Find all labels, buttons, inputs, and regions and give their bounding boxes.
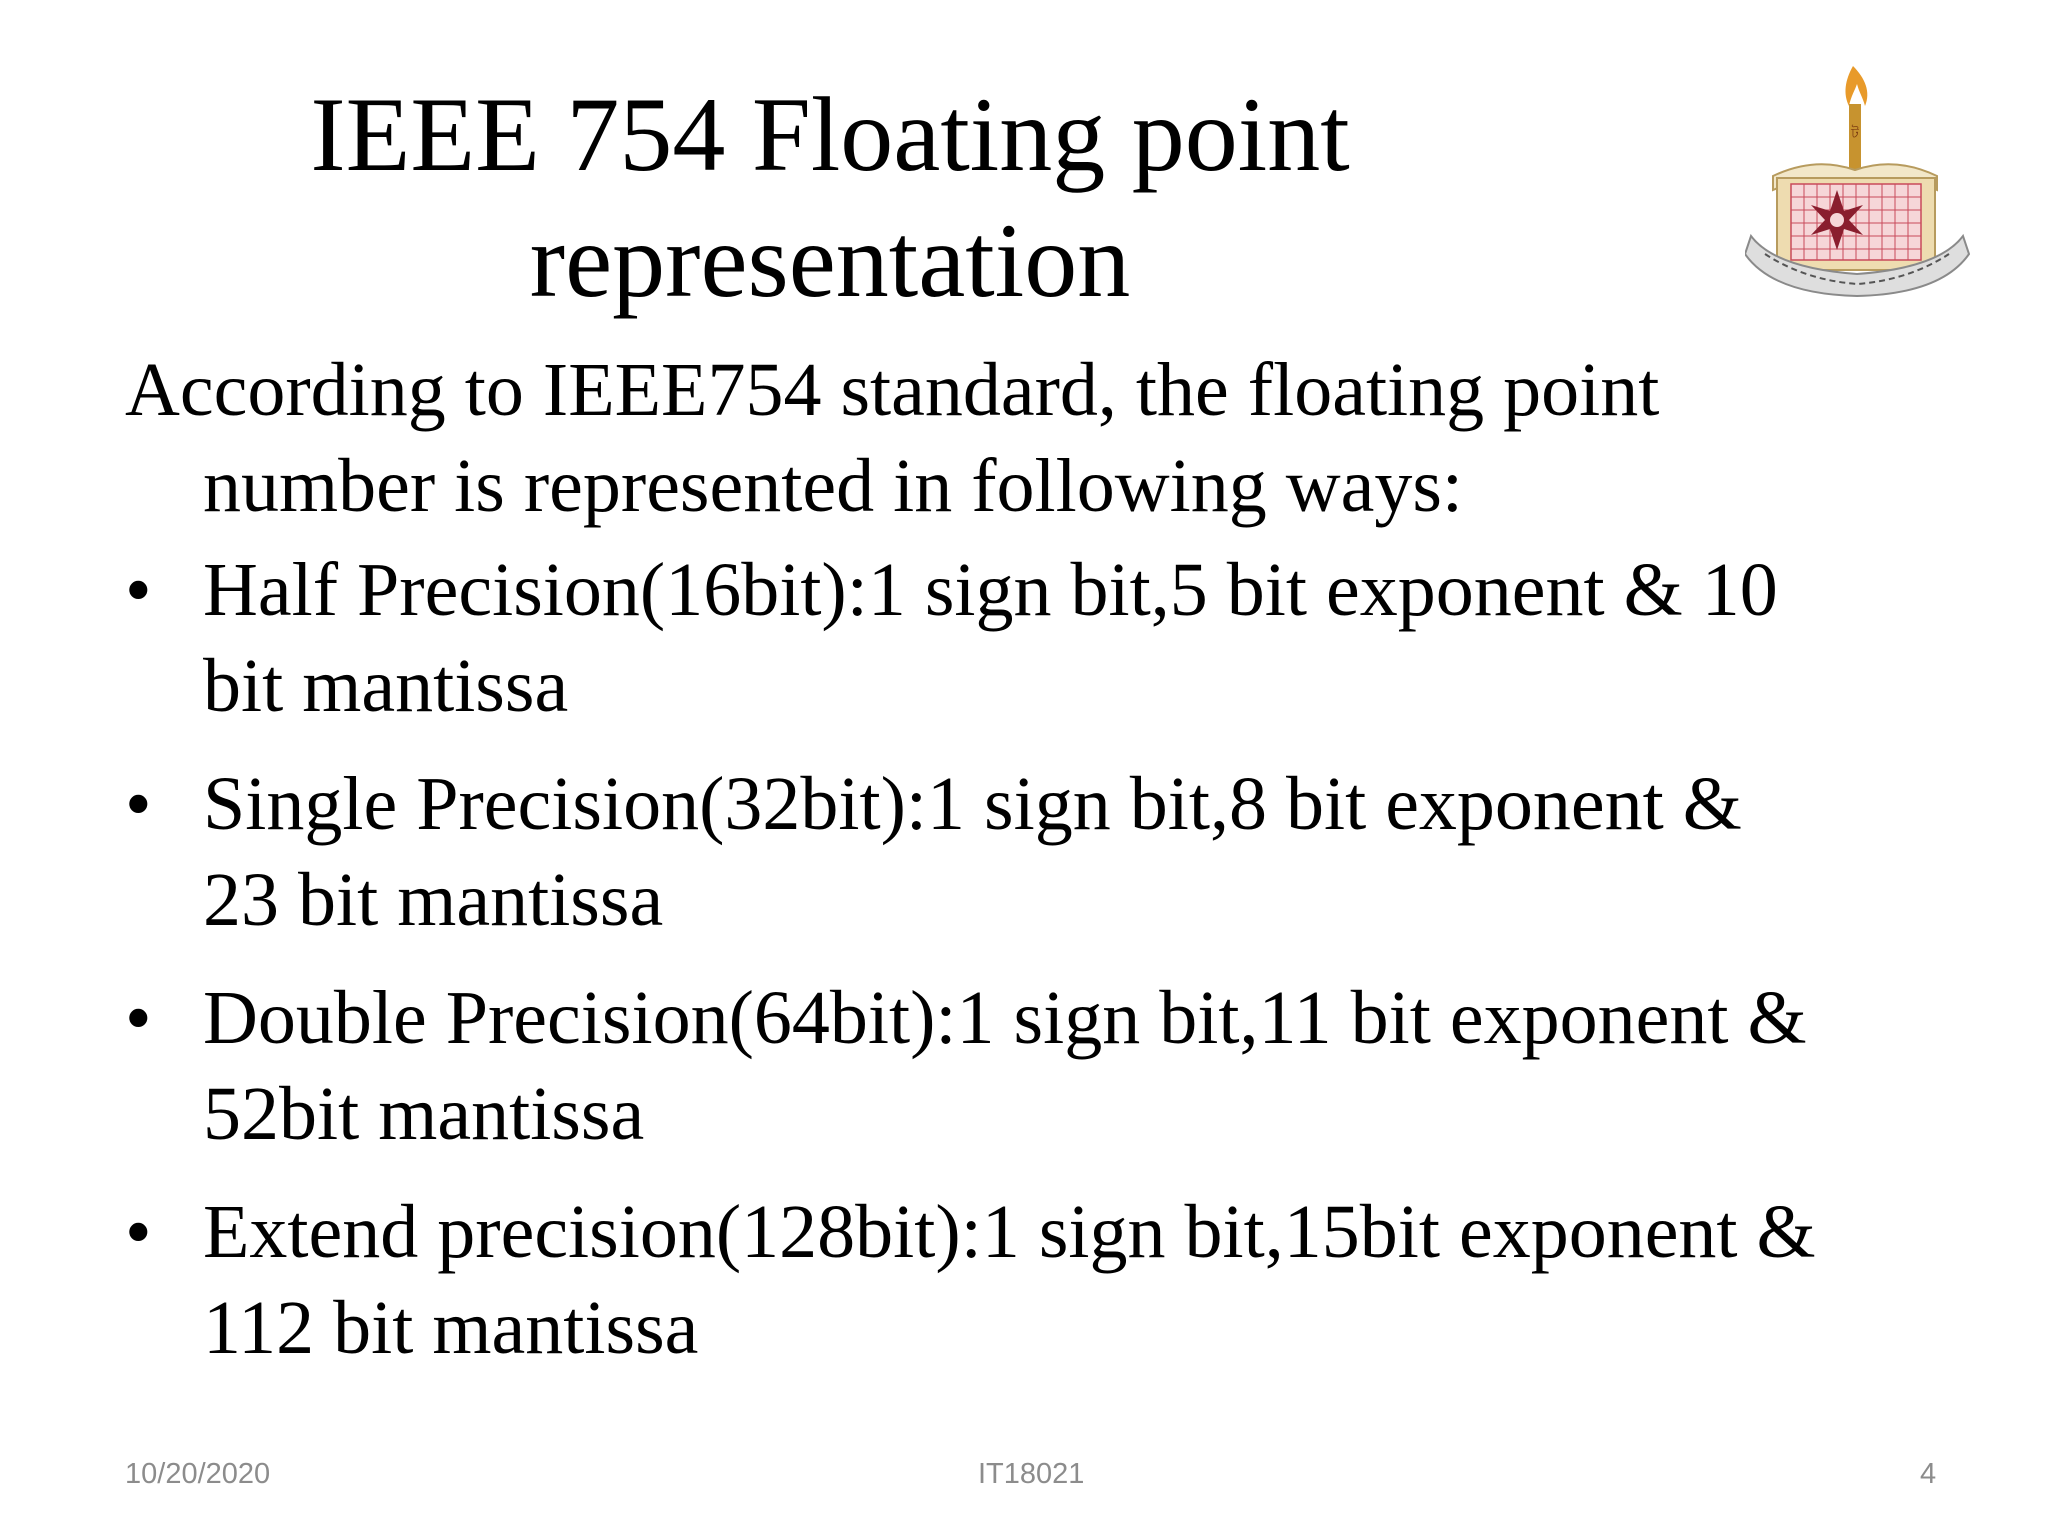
bullet-line-1: Single Precision(32bit):1 sign bit,8 bit exponent & — [203, 762, 1742, 846]
torch-flame — [1846, 66, 1868, 106]
emblem-graphic — [1745, 58, 1970, 298]
title-line-1: IEEE 754 Floating point — [310, 76, 1350, 193]
list-item — [125, 970, 1965, 1162]
list-item — [125, 756, 1965, 948]
bullet-icon: • — [125, 762, 152, 846]
bullet-icon: • — [125, 1190, 152, 1274]
bullet-line-1: Double Precision(64bit):1 sign bit,11 bit exponent & — [203, 976, 1807, 1060]
university-emblem-icon — [1745, 58, 1970, 298]
bullet-line-2: bit mantissa — [203, 644, 569, 728]
bullet-icon: • — [125, 976, 152, 1060]
list-item — [125, 1184, 1965, 1376]
footer-course-code: IT18021 — [978, 1458, 1085, 1490]
bullet-line-1: Half Precision(16bit):1 sign bit,5 bit exponent & 10 — [203, 548, 1778, 632]
bullet-list — [125, 542, 1965, 1376]
bullet-line-2: 112 bit mantissa — [203, 1286, 699, 1370]
slide-body — [125, 342, 1965, 1398]
footer-page-number: 4 — [1920, 1458, 1937, 1490]
svg-text:ট: ট — [1851, 126, 1859, 142]
bullet-line-1: Extend precision(128bit):1 sign bit,15bit exponent & — [203, 1190, 1816, 1274]
intro-line-2: number is represented in following ways: — [203, 444, 1464, 528]
slide-title — [120, 72, 1540, 324]
bullet-line-2: 23 bit mantissa — [203, 858, 664, 942]
title-line-2: representation — [529, 202, 1131, 319]
bullet-icon: • — [125, 548, 152, 632]
bullet-line-2: 52bit mantissa — [203, 1072, 645, 1156]
intro-paragraph — [125, 342, 1965, 534]
footer-date: 10/20/2020 — [125, 1458, 271, 1490]
list-item — [125, 542, 1965, 734]
intro-line-1: According to IEEE754 standard, the floating point — [125, 348, 1660, 432]
